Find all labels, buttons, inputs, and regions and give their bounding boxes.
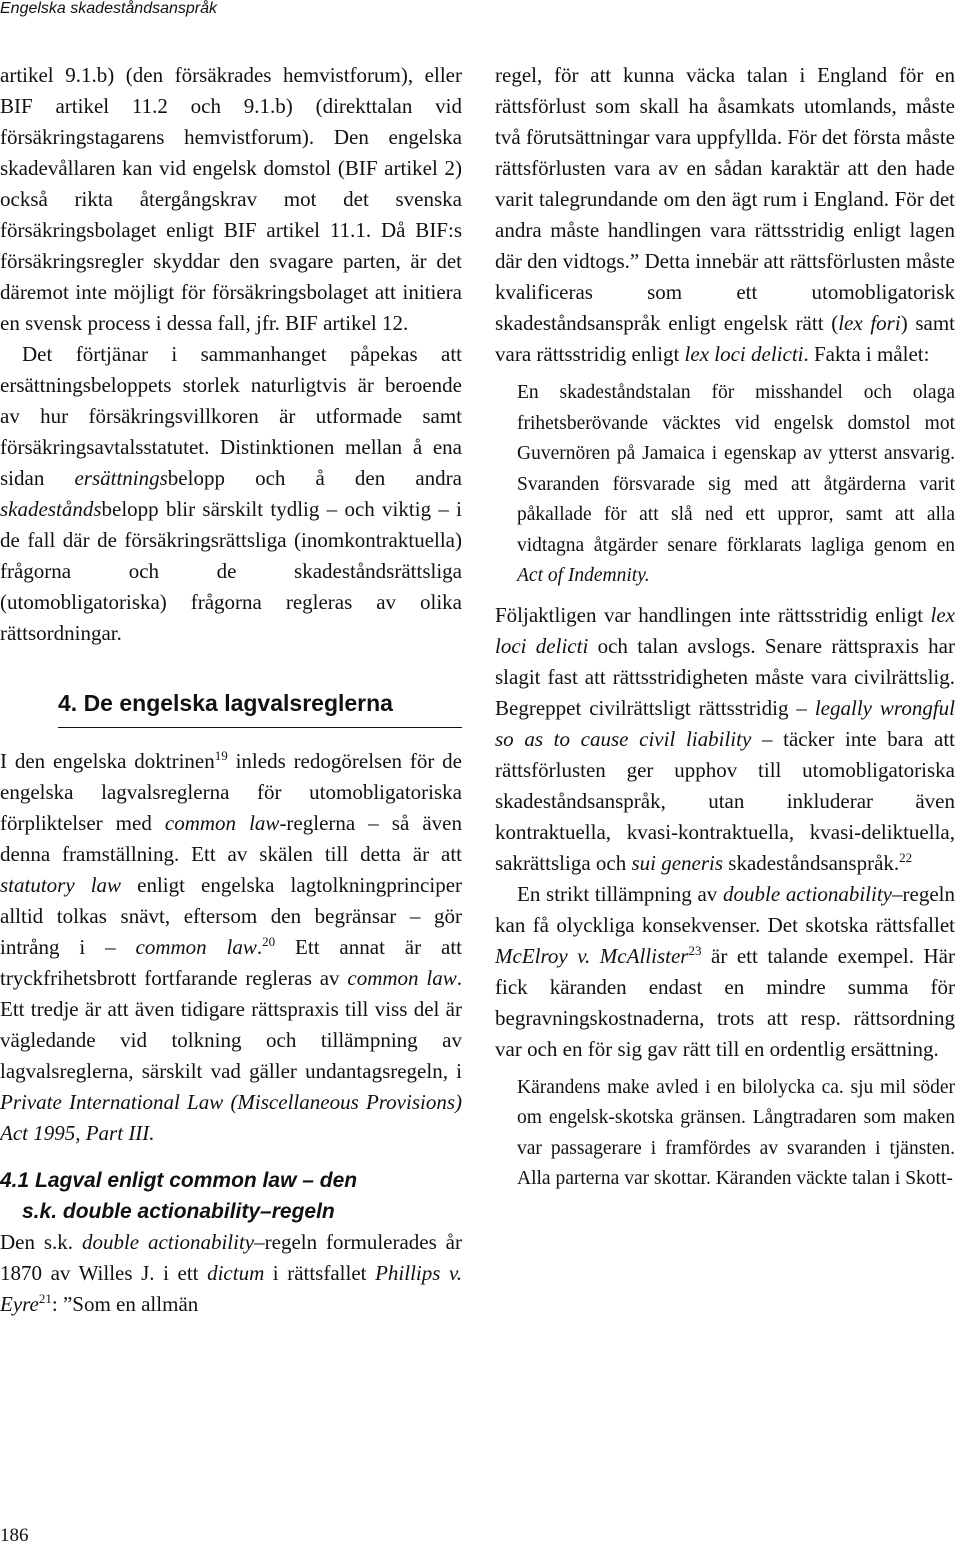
text: En skadeståndstalan för misshandel och olaga frihetsberövande väcktes vid engelsk domstol mot Guvernören på Jamaica i egenskap av ytterst ansvarig. Svaranden försvarade sig med att åtgärderna varit påkallade för att slå ned ett uppror, samt att alla vidtagna åtgärder senare förklarats lagliga genom en — [517, 382, 955, 556]
italic-term: Private International Law (Miscellaneous Provisions) Act 1995, Part III. — [0, 1090, 462, 1145]
right-column — [495, 60, 955, 1195]
text: –regeln formulerades år 1870 av Willes J. i ett — [0, 1230, 462, 1285]
case-quote — [517, 378, 955, 592]
text: Den s.k. — [0, 1230, 82, 1254]
text: artikel 9.1.b) (den försäkrades hemvistforum), eller BIF artikel 11.2 och 9.1.b) (direkttalan vid försäkringstagarens hemvistforum). Den engelska skadevållaren kan vid engelsk domstol (BIF artikel 2) också rikta återgångskrav mot det svenska försäkringsbolaget enligt BIF artikel 11.1. Då BIF:s försäkringsregler skyddar den svagare parten, är det däremot inte möjligt för försäkringsbolaget att initiera en svensk process i dessa fall, jfr. BIF artikel 12. — [0, 63, 462, 335]
running-header: Engelska skadeståndsanspråk — [0, 0, 218, 17]
italic-term: ersättnings — [74, 466, 168, 490]
text: ) samt vara rättsstridig enligt — [495, 311, 955, 366]
italic-term: legally wrongful so as to cause civil liability — [495, 695, 955, 751]
case-quote: Kärandens make avled i en bilolycka ca. sju mil söder om engelsk-skotska gränsen. Långtradaren som maken var passagerare i framfördes av svaranden i tjänsten. Alla parterna var skottar. Käranden väckte talan i Skott- — [517, 1076, 955, 1189]
text: En strikt tillämpning av — [517, 881, 723, 906]
italic-term: double actionability — [722, 881, 892, 906]
italic-term: dictum — [207, 1261, 265, 1285]
text: Följaktligen var handlingen inte rättsstridig enligt — [495, 602, 931, 627]
italic-term: common law — [347, 966, 457, 990]
left-column — [0, 60, 462, 1320]
subsection-heading-line: s.k. double actionability–regeln — [22, 1200, 335, 1223]
footnote-ref[interactable]: 21 — [38, 1291, 52, 1306]
text: -reglerna – så även denna framställning. Ett av skälen till detta är att — [0, 811, 462, 866]
italic-term: sui generis — [631, 850, 724, 875]
paragraph — [495, 600, 955, 879]
text: och talan avslogs. Senare rättspraxis har slagit fast att rättsstridigheten måste vara civilrättslig. Begreppet civilrättsligt rättsstridig – — [495, 633, 955, 720]
footnote-ref[interactable]: 19 — [214, 748, 228, 763]
italic-term: common law — [164, 811, 280, 835]
section-heading: 4. De engelska lagvalsreglerna — [58, 689, 462, 728]
text: I den engelska doktrinen — [0, 749, 215, 773]
italic-term: double actionability — [81, 1230, 255, 1254]
text: är ett talande exempel. Här fick käranden endast en mindre summa för begravningskostnaderna, trots att resp. rättsordning var och en för sig gav rätt till en ordentlig ersättning. — [495, 943, 955, 1061]
text: . Fakta i målet: — [803, 342, 930, 366]
footnote-ref[interactable]: 23 — [688, 942, 702, 958]
italic-term: McElroy v. McAllister — [495, 943, 689, 968]
text: . — [256, 935, 263, 959]
paragraph — [495, 60, 955, 370]
footnote-ref[interactable]: 22 — [899, 849, 913, 865]
text: belopp blir särskilt tydlig – och viktig – i de fall där de försäkringsrättsliga (inomkontraktuella) frågorna och de skadeståndsrättsliga (utomobligatoriska) frågorna regleras av olika rättsordningar. — [0, 497, 462, 645]
text: Det förtjänar i sammanhanget påpekas att ersättningsbeloppets storlek naturligtvis är beroende av hur försäkringsvillkoren är utformade samt försäkringsavtalsstatutet. Distinktionen mellan å ena sidan — [0, 342, 462, 490]
text: skadeståndsanspråk. — [723, 850, 900, 875]
text: regel, för att kunna väcka talan i England för en rättsförlust som skall ha åsamkats utomlands, måste två förutsättningar vara uppfyllda. För det första måste rättsförlusten vara av en sådan karaktär att den hade varit talegrundande om den ägt rum i England. För det andra måste handlingen vara rättsstridig enligt lagen där den vidtogs.” Detta innebär att rättsförlusten måste kvalificeras som ett utomobligatorisk skadeståndsanspråk enligt engelsk rätt ( — [495, 63, 955, 335]
text: . Ett tredje är att även tidigare rättspraxis till viss del är vägledande vid tolkning och tillämpning av lagvalsreglerna, särskilt vad gäller undantagsregeln, i — [0, 966, 462, 1083]
footnote-ref[interactable]: 20 — [262, 934, 276, 949]
paragraph — [0, 60, 462, 339]
text: belopp och å den andra — [167, 466, 462, 490]
italic-term: lex loci delicti — [495, 602, 955, 658]
italic-term: lex fori — [838, 311, 901, 335]
subsection-heading — [0, 1165, 462, 1227]
text: inleds redogörelsen för de engelska lagvalsreglerna för utomobligatoriska förpliktelser med — [0, 749, 462, 835]
text: – täcker inte bara att rättsförlusten ger upphov till utomobligatoriska skadeståndsanspråk, utan inkluderar även kontraktuella, kvasi-kontraktuella, kvasi-deliktuella, sakrättsliga och — [495, 726, 955, 875]
text: i rättsfallet — [264, 1261, 376, 1285]
paragraph — [0, 339, 462, 649]
italic-term: lex loci delicti — [684, 342, 804, 366]
text: –regeln kan få olyckliga konsekvenser. Det skotska rättsfallet — [495, 881, 955, 937]
italic-term: Phillips v. Eyre — [0, 1261, 462, 1316]
italic-term: common law — [135, 935, 257, 959]
italic-term: skadestånds — [0, 497, 102, 521]
subsection-heading-line: 4.1 Lagval enligt common law – den — [0, 1169, 358, 1192]
paragraph — [495, 879, 955, 1065]
italic-term: statutory law — [0, 873, 122, 897]
paragraph — [0, 1227, 462, 1320]
text: Ett annat är att tryckfrihetsbrott fortfarande regleras av — [0, 935, 462, 990]
text: enligt engelska lagtolkningprinciper alltid tolkas snävt, eftersom den begränsar – gör intrång i – — [0, 873, 463, 959]
page-number: 186 — [0, 1525, 29, 1546]
italic-term: Act of Indemnity. — [517, 565, 650, 586]
text: : ”Som en allmän — [51, 1292, 199, 1316]
paragraph — [0, 746, 462, 1149]
